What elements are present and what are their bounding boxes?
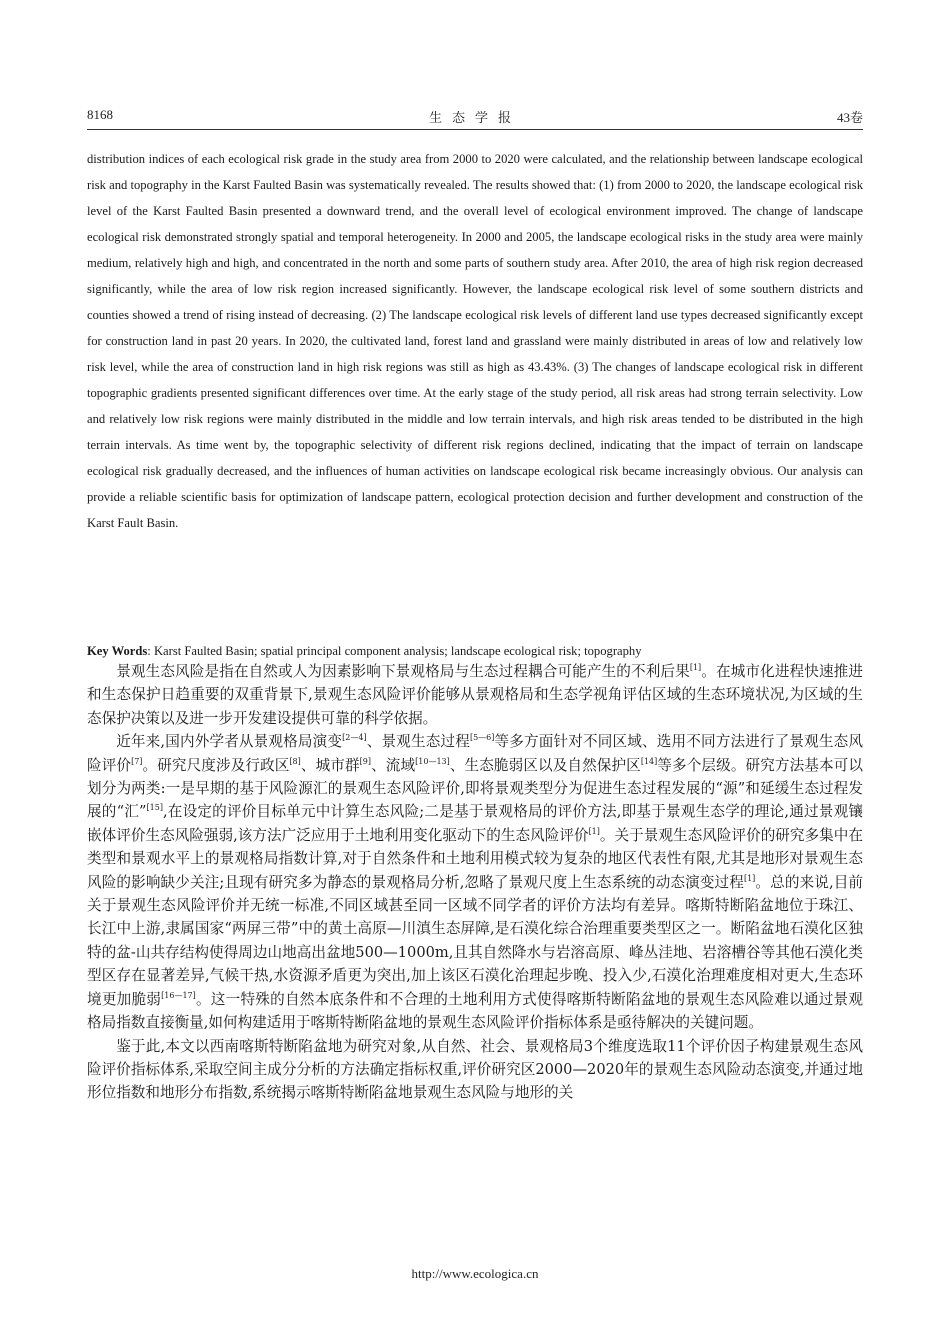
- journal-title: 生态学报: [428, 110, 521, 125]
- citation: [5—6]: [469, 733, 495, 743]
- text-run: 、城市群: [300, 756, 360, 774]
- text-run: 近年来,国内外学者从景观格局演变: [116, 733, 343, 751]
- text-run: 。总的来说,目前关于景观生态风险评价并无统一标准,不同区域甚至同一区域不同学者的评价方法均有差异。喀斯特断陷盆地位于珠江、长江中上游,隶属国家“两屏三带”中的黄土高原—川滇生态屏障,是石漠化综合治理重要类型区之一。断陷盆地石漠化区独特的盆-山共存结构使得周边山地高出盆地500—1000m,且其自然降水与岩溶高原、峰丛洼地、岩溶槽谷等其他石漠化类型区存在显著差异,气候干热,水资源矛盾更为突出,加上该区石漠化治理起步晚、投入少,石漠化治理难度相对更大,生态环境更加脆弱: [87, 873, 864, 1008]
- citation: [16—17]: [161, 990, 196, 1000]
- text-run: 、生态脆弱区以及自然保护区: [449, 756, 641, 774]
- header-divider: [87, 129, 863, 130]
- volume-label: 43卷: [836, 110, 863, 125]
- citation: [1]: [743, 873, 756, 883]
- citation: [14]: [640, 756, 658, 766]
- keywords-separator: :: [147, 644, 151, 658]
- text-run: 、景观生态过程: [366, 733, 470, 751]
- text-run: 等多个层级。研究方法基本可以划分为两类:一是早期的基于风险源汇的景观生态风险评价,即将景观类型分为促进生态过程发展的“源”和延缓生态过程发展的“汇”: [87, 756, 863, 821]
- english-abstract-continuation: distribution indices of each ecological risk grade in the study area from 2000 to 2020 were calculated, and the relationship between landscape ecological risk and topography in the Karst Faulted Basin was systematically revealed. The results showed that: (1) from 2000 to 2020, the landscape ecological risk level of the Karst Faulted Basin presented a downward trend, and the overall level of ecological environment improved. The change of landscape ecological risk demonstrated strongly spatial and temporal heterogeneity. In 2000 and 2005, the landscape ecological risks in the study area were mainly medium, relatively high and high, and concentrated in the north and some parts of southern study area. After 2010, the area of high risk region decreased significantly, while the area of low risk region increased significantly. However, the landscape ecological risk level of some southern districts and counties showed a trend of rising instead of decreasing. (2) The landscape ecological risk levels of different land use types decreased significantly except for construction land in past 20 years. In 2020, the cultivated land, forest land and grassland were mainly distributed in areas of low and relatively low risk level, while the area of construction land in high risk regions was still as high as 43.43%. (3) The changes of landscape ecological risk in different topographic gradients presented significant differences over time. At the early stage of the study period, all risk areas had strong terrain selectivity. Low and relatively low risk regions were mainly distributed in the middle and low terrain intervals, and high risk areas tended to be distributed in the high terrain intervals. As time went by, the topographic selectivity of different risk regions declined, indicating that the impact of terrain on landscape ecological risk gradually decreased, and the influences of human activities on landscape ecological risk became increasingly obvious. Our analysis can provide a reliable scientific basis for optimization of landscape pattern, ecological protection decision and further development and construction of the Karst Fault Basin.: [87, 152, 863, 530]
- intro-paragraph-1: [87, 660, 863, 730]
- citation: [10—13]: [415, 756, 450, 766]
- intro-paragraph-2: [87, 730, 863, 1034]
- citation: [1]: [689, 663, 702, 673]
- text-run: 。研究尺度涉及行政区: [142, 756, 290, 774]
- citation: [1]: [588, 826, 600, 836]
- text-run: 、流域: [370, 756, 416, 774]
- text-run: 。这一特殊的自然本底条件和不合理的土地利用方式使得喀斯特断陷盆地的景观生态风险难以通过景观格局指数直接衡量,如何构建适用于喀斯特断陷盆地的景观生态风险评价指标体系是亟待解决的关键问题。: [87, 990, 863, 1032]
- text-run: 等多方面针对不同区域、选用不同方法进行了景观生态风险评价: [87, 733, 863, 774]
- citation: [15]: [146, 803, 163, 813]
- intro-paragraph-3: [87, 1035, 863, 1105]
- text-run: 。关于景观生态风险评价的研究多集中在类型和景观水平上的景观格局指数计算,对于自然条件和土地利用模式较为复杂的地区代表性有限,尤其是地形对景观生态风险的影响缺少关注;且现有研究多为静态的景观格局分析,忽略了景观尺度上生态系统的动态演变过程: [87, 826, 863, 891]
- footer-url: http://www.ecologica.cn: [411, 1266, 539, 1281]
- citation: [9]: [359, 756, 371, 766]
- page-number: 8168: [87, 107, 113, 122]
- text-run: 。在城市化进程快速推进和生态保护日趋重要的双重背景下,景观生态风险评价能够从景观格局和生态学视角评估区域的生态环境状况,为区域的生态保护决策以及进一步开发建设提供可靠的科学依据。: [87, 663, 863, 727]
- keywords-text: Karst Faulted Basin; spatial principal component analysis; landscape ecological risk; topography: [153, 644, 642, 658]
- chinese-introduction: [87, 660, 863, 1105]
- text-run: 鉴于此,本文以西南喀斯特断陷盆地为研究对象,从自然、社会、景观格局3个维度选取11个评价因子构建景观生态风险评价指标体系,采取空间主成分分析的方法确定指标权重,评价研究区2000—2020年的景观生态风险动态演变,并通过地形位指数和地形分布指数,系统揭示喀斯特断陷盆地景观生态风险与地形的关: [87, 1037, 863, 1102]
- running-header: [87, 104, 863, 126]
- citation: [2—4]: [342, 733, 367, 743]
- keywords-label: Key Words: [87, 644, 148, 658]
- citation: [7]: [131, 756, 143, 766]
- text-run: ,在设定的评价目标单元中计算生态风险;二是基于景观格局的评价方法,即基于景观生态学的理论,通过景观镶嵌体评价生态风险强弱,该方法广泛应用于土地利用变化驱动下的生态风险评价: [87, 803, 863, 844]
- citation: [8]: [289, 756, 301, 766]
- text-run: 景观生态风险是指在自然或人为因素影响下景观格局与生态过程耦合可能产生的不利后果: [116, 663, 690, 680]
